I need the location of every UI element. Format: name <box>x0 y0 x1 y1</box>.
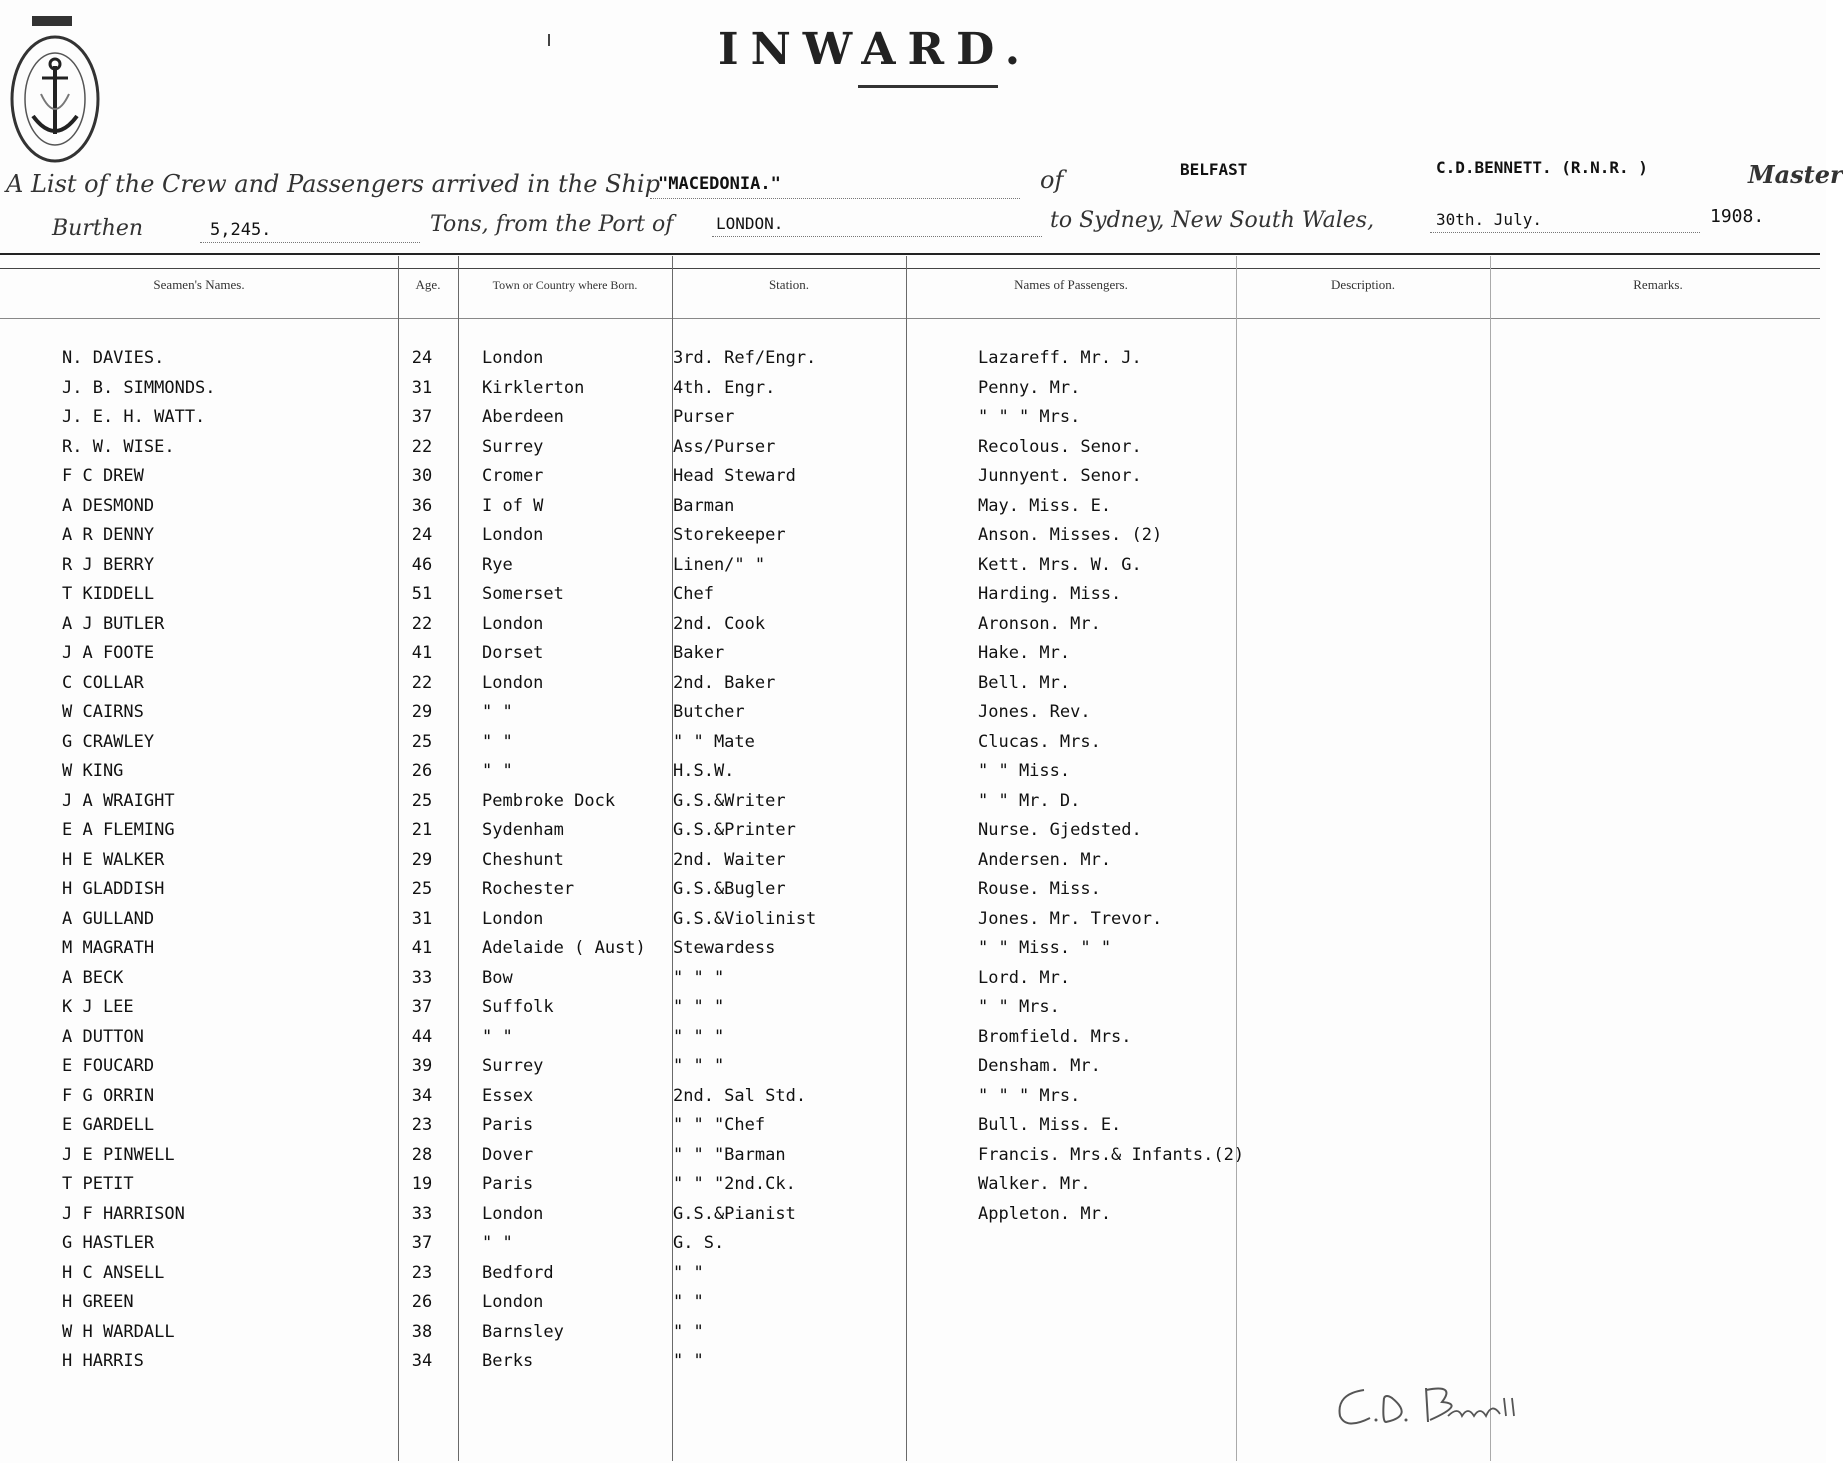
seaman-age: 37 <box>411 1233 433 1253</box>
seaman-age: 44 <box>411 1027 433 1047</box>
table-row <box>0 968 1826 998</box>
seaman-age: 41 <box>411 643 433 663</box>
seaman-birthplace: " " <box>482 702 513 722</box>
table-row <box>0 584 1826 614</box>
table-row <box>0 466 1826 496</box>
seaman-age: 25 <box>411 732 433 752</box>
seaman-name: E A FLEMING <box>62 820 175 840</box>
seaman-birthplace: London <box>482 673 544 693</box>
seaman-name: W CAIRNS <box>62 702 144 722</box>
seaman-name: G CRAWLEY <box>62 732 155 752</box>
seaman-birthplace: Barnsley <box>482 1322 564 1342</box>
seaman-station: " " <box>673 1322 704 1342</box>
col-header-seamen-names: Seamen's Names. <box>153 277 245 292</box>
passenger-name: Recolous. Senor. <box>978 437 1142 457</box>
page-title: INWARD. <box>718 24 1033 75</box>
seaman-birthplace: London <box>482 348 544 368</box>
table-row <box>0 1204 1826 1234</box>
ship-name-rule <box>650 198 1020 199</box>
table-row <box>0 938 1826 968</box>
seaman-age: 51 <box>411 584 433 604</box>
seaman-age: 37 <box>411 407 433 427</box>
seaman-birthplace: Cromer <box>482 466 544 486</box>
seaman-name: H HARRIS <box>62 1351 144 1371</box>
seaman-station: " " "Barman <box>673 1145 786 1165</box>
seaman-station: 2nd. Cook <box>673 614 766 634</box>
seaman-name: E FOUCARD <box>62 1056 155 1076</box>
passenger-name: Walker. Mr. <box>978 1174 1091 1194</box>
seaman-station: Baker <box>673 643 725 663</box>
of-label: of <box>1040 166 1064 194</box>
passenger-name: Andersen. Mr. <box>978 850 1112 870</box>
ship-name: "MACEDONIA." <box>658 174 781 194</box>
table-row <box>0 909 1826 939</box>
seaman-station: H.S.W. <box>673 761 735 781</box>
passenger-name: Harding. Miss. <box>978 584 1122 604</box>
seaman-station: 2nd. Waiter <box>673 850 786 870</box>
seaman-age: 36 <box>411 496 433 516</box>
passenger-name: " " " Mrs. <box>978 407 1081 427</box>
seaman-name: T KIDDELL <box>62 584 155 604</box>
seaman-station: Barman <box>673 496 735 516</box>
seaman-birthplace: Surrey <box>482 437 544 457</box>
seaman-birthplace: Somerset <box>482 584 564 604</box>
seaman-birthplace: London <box>482 614 544 634</box>
seaman-station: G.S.&Pianist <box>673 1204 796 1224</box>
passenger-name: Jones. Rev. <box>978 702 1091 722</box>
seaman-name: A BECK <box>62 968 124 988</box>
seaman-age: 46 <box>411 555 433 575</box>
seaman-birthplace: Rochester <box>482 879 575 899</box>
seaman-age: 30 <box>411 466 433 486</box>
passenger-name: Penny. Mr. <box>978 378 1081 398</box>
arrival-date: 30th. July. <box>1436 210 1542 229</box>
seaman-age: 25 <box>411 791 433 811</box>
seaman-station: Ass/Purser <box>673 437 776 457</box>
seaman-station: " " <box>673 1292 704 1312</box>
table-row <box>0 1263 1826 1293</box>
seaman-station: " " "2nd.Ck. <box>673 1174 796 1194</box>
seaman-birthplace: London <box>482 909 544 929</box>
seaman-age: 23 <box>411 1263 433 1283</box>
seaman-birthplace: " " <box>482 1027 513 1047</box>
seaman-birthplace: Dover <box>482 1145 534 1165</box>
seaman-name: M MAGRATH <box>62 938 155 958</box>
passenger-name: " " Miss. <box>978 761 1071 781</box>
seaman-age: 24 <box>411 525 433 545</box>
seaman-station: " " " <box>673 997 725 1017</box>
date-rule <box>1430 232 1700 233</box>
seaman-birthplace: Rye <box>482 555 513 575</box>
from-port: LONDON. <box>716 214 784 233</box>
passenger-name: May. Miss. E. <box>978 496 1112 516</box>
col-header-description: Description. <box>1331 277 1395 292</box>
to-sydney-label: to Sydney, New South Wales, <box>1050 208 1375 233</box>
seaman-birthplace: I of W <box>482 496 544 516</box>
passenger-name: Clucas. Mrs. <box>978 732 1101 752</box>
seaman-station: G. S. <box>673 1233 725 1253</box>
arrival-year: 1908. <box>1710 206 1765 227</box>
table-row <box>0 614 1826 644</box>
table-row <box>0 761 1826 791</box>
shipping-masters-seal-icon <box>8 14 102 164</box>
seaman-name: R J BERRY <box>62 555 155 575</box>
seaman-name: J A FOOTE <box>62 643 155 663</box>
seaman-name: A GULLAND <box>62 909 155 929</box>
seaman-age: 34 <box>411 1351 433 1371</box>
passenger-name: Densham. Mr. <box>978 1056 1101 1076</box>
seaman-age: 34 <box>411 1086 433 1106</box>
table-row <box>0 850 1826 880</box>
table-row <box>0 525 1826 555</box>
passenger-name: " " Mr. D. <box>978 791 1081 811</box>
passenger-name: Nurse. Gjedsted. <box>978 820 1142 840</box>
passenger-name: Lazareff. Mr. J. <box>978 348 1142 368</box>
seaman-name: E GARDELL <box>62 1115 155 1135</box>
seaman-station: " " " <box>673 1056 725 1076</box>
seaman-age: 22 <box>411 673 433 693</box>
seaman-name: H C ANSELL <box>62 1263 165 1283</box>
seaman-station: G.S.&Writer <box>673 791 786 811</box>
master-signature <box>1330 1376 1520 1434</box>
seaman-name: A R DENNY <box>62 525 155 545</box>
seaman-birthplace: Adelaide ( Aust) <box>482 938 646 958</box>
seaman-birthplace: London <box>482 1204 544 1224</box>
seaman-birthplace: " " <box>482 732 513 752</box>
from-port-rule <box>712 236 1042 237</box>
table-row <box>0 673 1826 703</box>
seaman-birthplace: Paris <box>482 1174 534 1194</box>
table-row <box>0 1145 1826 1175</box>
passenger-name: Hake. Mr. <box>978 643 1071 663</box>
stray-mark <box>548 34 550 46</box>
table-row <box>0 1027 1826 1057</box>
seaman-age: 19 <box>411 1174 433 1194</box>
seaman-name: J. E. H. WATT. <box>62 407 206 427</box>
seaman-name: J A WRAIGHT <box>62 791 175 811</box>
seaman-birthplace: Bedford <box>482 1263 554 1283</box>
table-row <box>0 378 1826 408</box>
header-rule-bottom <box>0 318 1820 319</box>
table-row <box>0 1292 1826 1322</box>
seaman-station: 2nd. Baker <box>673 673 776 693</box>
seaman-birthplace: Sydenham <box>482 820 564 840</box>
seaman-name: A DESMOND <box>62 496 155 516</box>
col-header-remarks: Remarks. <box>1633 277 1683 292</box>
seaman-name: A J BUTLER <box>62 614 165 634</box>
seaman-station: Head Steward <box>673 466 796 486</box>
col-header-age: Age. <box>415 277 441 292</box>
table-row <box>0 555 1826 585</box>
seaman-age: 22 <box>411 437 433 457</box>
master-name: C.D.BENNETT. (R.N.R. ) <box>1436 158 1648 177</box>
table-row <box>0 348 1826 378</box>
seaman-birthplace: London <box>482 525 544 545</box>
seaman-birthplace: Cheshunt <box>482 850 564 870</box>
table-row <box>0 643 1826 673</box>
seaman-birthplace: Paris <box>482 1115 534 1135</box>
title-underline <box>858 85 998 88</box>
seaman-station: Linen/" " <box>673 555 766 575</box>
table-row <box>0 702 1826 732</box>
seaman-age: 26 <box>411 1292 433 1312</box>
table-row <box>0 437 1826 467</box>
seaman-name: R. W. WISE. <box>62 437 175 457</box>
col-header-station: Station. <box>768 277 810 292</box>
seaman-age: 22 <box>411 614 433 634</box>
seaman-station: G.S.&Printer <box>673 820 796 840</box>
seaman-station: Storekeeper <box>673 525 786 545</box>
passenger-name: Junnyent. Senor. <box>978 466 1142 486</box>
seaman-name: W KING <box>62 761 124 781</box>
seaman-name: N. DAVIES. <box>62 348 165 368</box>
seaman-age: 33 <box>411 968 433 988</box>
col-header-passengers: Names of Passengers. <box>1014 277 1128 292</box>
seaman-age: 29 <box>411 850 433 870</box>
seaman-age: 31 <box>411 378 433 398</box>
seaman-birthplace: London <box>482 1292 544 1312</box>
header-rule-second <box>0 268 1820 269</box>
passenger-name: Bull. Miss. E. <box>978 1115 1122 1135</box>
passenger-name: Bromfield. Mrs. <box>978 1027 1132 1047</box>
master-label: Master <box>1748 160 1843 189</box>
table-row <box>0 407 1826 437</box>
seaman-station: " " "Chef <box>673 1115 766 1135</box>
seaman-age: 26 <box>411 761 433 781</box>
seaman-birthplace: Aberdeen <box>482 407 564 427</box>
seaman-name: J F HARRISON <box>62 1204 185 1224</box>
seaman-station: " " <box>673 1263 704 1283</box>
seaman-name: J E PINWELL <box>62 1145 175 1165</box>
seaman-station: " " Mate <box>673 732 755 752</box>
seaman-station: " " <box>673 1351 704 1371</box>
seaman-age: 28 <box>411 1145 433 1165</box>
seaman-station: Purser <box>673 407 735 427</box>
table-row <box>0 1115 1826 1145</box>
seaman-age: 41 <box>411 938 433 958</box>
seaman-name: F C DREW <box>62 466 144 486</box>
seaman-age: 25 <box>411 879 433 899</box>
seaman-birthplace: Berks <box>482 1351 534 1371</box>
passenger-name: Anson. Misses. (2) <box>978 525 1163 545</box>
port-of-registry: BELFAST <box>1180 160 1248 179</box>
passenger-name: Lord. Mr. <box>978 968 1071 988</box>
seaman-age: 38 <box>411 1322 433 1342</box>
seaman-name: A DUTTON <box>62 1027 144 1047</box>
seaman-station: G.S.&Violinist <box>673 909 817 929</box>
seaman-birthplace: " " <box>482 1233 513 1253</box>
seaman-birthplace: Kirklerton <box>482 378 585 398</box>
seaman-station: Butcher <box>673 702 745 722</box>
table-row <box>0 1351 1826 1381</box>
seaman-name: H GREEN <box>62 1292 134 1312</box>
burthen-rule <box>200 242 420 243</box>
passenger-name: " " Mrs. <box>978 997 1060 1017</box>
seaman-birthplace: " " <box>482 761 513 781</box>
table-row <box>0 820 1826 850</box>
passenger-name: Kett. Mrs. W. G. <box>978 555 1142 575</box>
passenger-name: Aronson. Mr. <box>978 614 1101 634</box>
seaman-name: H GLADDISH <box>62 879 165 899</box>
seaman-age: 31 <box>411 909 433 929</box>
seaman-age: 33 <box>411 1204 433 1224</box>
table-row <box>0 1233 1826 1263</box>
passenger-name: Appleton. Mr. <box>978 1204 1112 1224</box>
passenger-name: Francis. Mrs.& Infants.(2) <box>978 1145 1245 1165</box>
seaman-station: " " " <box>673 1027 725 1047</box>
table-row <box>0 879 1826 909</box>
seaman-age: 24 <box>411 348 433 368</box>
seaman-station: Chef <box>673 584 714 604</box>
table-row <box>0 732 1826 762</box>
seaman-age: 23 <box>411 1115 433 1135</box>
seaman-station: Stewardess <box>673 938 776 958</box>
seaman-name: F G ORRIN <box>62 1086 155 1106</box>
table-row <box>0 496 1826 526</box>
seaman-station: " " " <box>673 968 725 988</box>
seaman-age: 37 <box>411 997 433 1017</box>
seaman-birthplace: Suffolk <box>482 997 554 1017</box>
seaman-name: W H WARDALL <box>62 1322 175 1342</box>
seaman-station: 3rd. Ref/Engr. <box>673 348 817 368</box>
seaman-age: 29 <box>411 702 433 722</box>
seaman-name: J. B. SIMMONDS. <box>62 378 216 398</box>
seaman-birthplace: Pembroke Dock <box>482 791 616 811</box>
seaman-station: 4th. Engr. <box>673 378 776 398</box>
table-row <box>0 1086 1826 1116</box>
seaman-birthplace: Essex <box>482 1086 534 1106</box>
seaman-name: K J LEE <box>62 997 134 1017</box>
seaman-station: 2nd. Sal Std. <box>673 1086 807 1106</box>
seaman-birthplace: Dorset <box>482 643 544 663</box>
header-rule-top <box>0 253 1820 255</box>
table-row <box>0 1174 1826 1204</box>
table-row <box>0 1056 1826 1086</box>
col-header-town: Town or Country where Born. <box>492 277 638 292</box>
seaman-age: 21 <box>411 820 433 840</box>
passenger-name: Rouse. Miss. <box>978 879 1101 899</box>
seaman-age: 39 <box>411 1056 433 1076</box>
passenger-name: " " Miss. " " <box>978 938 1112 958</box>
seaman-name: C COLLAR <box>62 673 144 693</box>
seaman-name: G HASTLER <box>62 1233 155 1253</box>
table-row <box>0 997 1826 1027</box>
burthen-label: Burthen <box>52 216 144 241</box>
passenger-name: Bell. Mr. <box>978 673 1071 693</box>
seaman-name: H E WALKER <box>62 850 165 870</box>
table-row <box>0 791 1826 821</box>
seaman-name: T PETIT <box>62 1174 134 1194</box>
seaman-birthplace: Bow <box>482 968 513 988</box>
header-line1-label: A List of the Crew and Passengers arrived in the Ship <box>6 170 660 198</box>
table-row <box>0 1322 1826 1352</box>
tons-label: Tons, from the Port of <box>430 212 674 237</box>
seaman-station: G.S.&Bugler <box>673 879 786 899</box>
burthen-value: 5,245. <box>210 220 272 240</box>
seaman-birthplace: Surrey <box>482 1056 544 1076</box>
passenger-name: Jones. Mr. Trevor. <box>978 909 1163 929</box>
passenger-name: " " " Mrs. <box>978 1086 1081 1106</box>
